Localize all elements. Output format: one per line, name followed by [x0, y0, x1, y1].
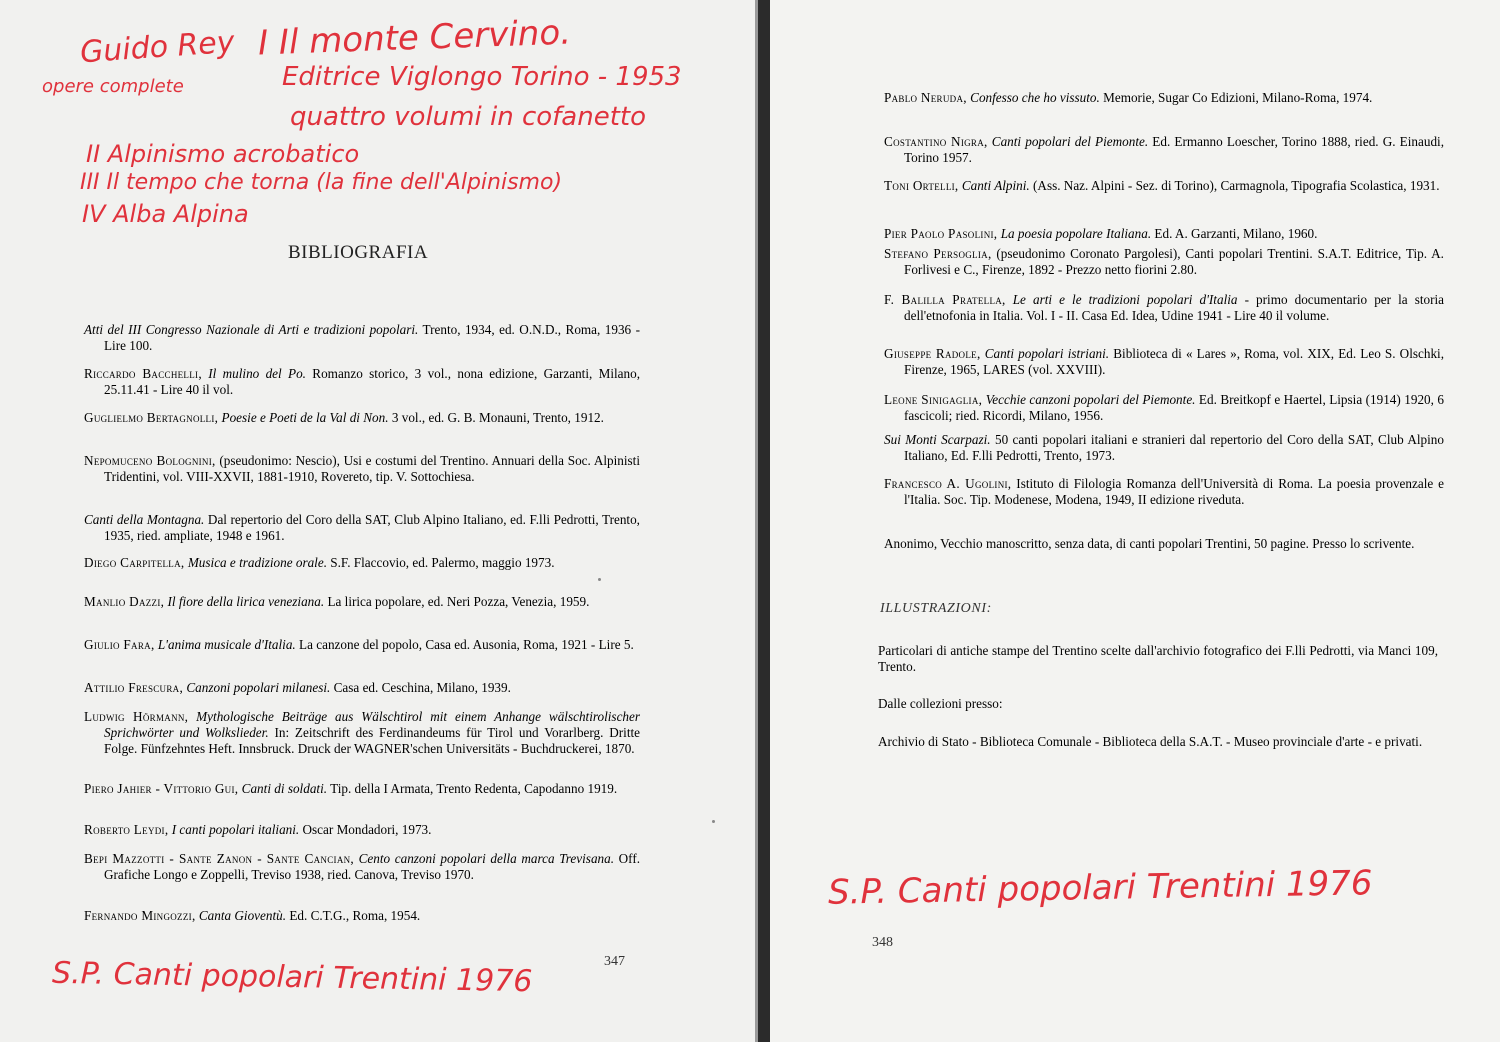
bibliography-entry	[884, 90, 1444, 106]
entry-author: F. Balilla Pratella,	[884, 292, 1006, 307]
section-title-illustrations: ILLUSTRAZIONI:	[880, 601, 992, 616]
entry-title: Canti di soldati.	[238, 781, 328, 796]
bibliography-entry	[84, 594, 640, 610]
bibliography-entry	[84, 908, 640, 924]
bibliography-entry	[884, 536, 1444, 552]
bibliography-entry	[84, 366, 640, 398]
entry-title: Vecchie canzoni popolari del Piemonte.	[982, 392, 1196, 407]
entry-author: Diego Carpitella,	[84, 555, 185, 570]
entry-title: Il mulino del Po.	[201, 366, 306, 381]
entry-details: Trento, 1934, ed. O.N.D., Roma, 1936 - Lire 100.	[104, 322, 641, 353]
entry-details: (Ass. Naz. Alpini - Sez. di Torino), Carmagnola, Tipografia Scolastica, 1931.	[1029, 178, 1440, 193]
entry-author: Leone Sinigaglia,	[884, 392, 983, 407]
entry-author: Riccardo Bacchelli,	[84, 366, 202, 381]
entry-details: (pseudonimo Coronato Pargolesi), Canti popolari Trentini. S.A.T. Editrice, Tip. A. Forlivesi e C., Firenze, 1892 - Prezzo netto fiorini 2.80.	[904, 246, 1444, 277]
entry-title: Canti Alpini.	[958, 178, 1030, 193]
bibliography-entry	[84, 410, 640, 426]
entry-details: Biblioteca di « Lares », Roma, vol. XIX, Ed. Leo S. Olschki, Firenze, 1965, LARES (vol. XXVIII).	[904, 346, 1444, 377]
entry-title: Cento canzoni popolari della marca Trevisana.	[354, 851, 615, 866]
entry-details: La canzone del popolo, Casa ed. Ausonia, Roma, 1921 - Lire 5.	[295, 637, 634, 652]
entry-title: La poesia popolare Italiana.	[997, 226, 1152, 241]
illustrations-note-2: Dalle collezioni presso:	[878, 696, 1003, 711]
illustrations-note-3: Archivio di Stato - Biblioteca Comunale - Biblioteca della S.A.T. - Museo provinciale d'arte - e privati.	[878, 734, 1423, 749]
entry-details: Oscar Mondadori, 1973.	[299, 822, 432, 837]
entry-author: Francesco A. Ugolini,	[884, 476, 1012, 491]
entry-title: Le arti e le tradizioni popolari d'Italia	[1005, 292, 1238, 307]
entry-details: Casa ed. Ceschina, Milano, 1939.	[330, 680, 511, 695]
entry-title: Canti popolari del Piemonte.	[987, 134, 1149, 149]
bibliography-entry	[884, 392, 1444, 424]
entry-author: Bepi Mazzotti - Sante Zanon - Sante Cancian,	[84, 851, 355, 866]
entry-author: Attilio Frescura,	[84, 680, 184, 695]
entry-details: 50 canti popolari italiani e stranieri dal repertorio del Coro della SAT, Club Alpino Italiano, Ed. F.lli Pedrotti, Trento, 1973.	[904, 432, 1444, 463]
bibliography-entry	[84, 781, 640, 797]
entry-author: Pier Paolo Pasolini,	[884, 226, 998, 241]
bibliography-entry	[84, 680, 640, 696]
handwritten-note-left-footer: S.P. Canti popolari Trentini 1976	[51, 955, 533, 1000]
handwritten-volume-1: I Il monte Cervino.	[257, 12, 572, 64]
entry-author: Giulio Fara,	[84, 637, 155, 652]
entry-title: Canti della Montagna.	[84, 512, 205, 527]
bibliography-entry	[84, 851, 640, 883]
entry-title: Musica e tradizione orale.	[184, 555, 327, 570]
entry-title: Sui Monti Scarpazi.	[884, 432, 991, 447]
entry-author: Manlio Dazzi,	[84, 594, 165, 609]
bibliography-entry	[84, 453, 640, 485]
entry-details: In: Zeitschrift des Ferdinandeums für Tirol und Vorarlberg. Dritte Folge. Fünfzehntes Heft. Innsbruck. Druck der WAGNER'schen Universitäts - Buchdruckerei, 1870.	[104, 725, 641, 756]
paper-speck	[712, 820, 715, 823]
entry-title: Canti popolari istriani.	[980, 346, 1110, 361]
entry-author: Guglielmo Bertagnolli,	[84, 410, 219, 425]
entry-author: Roberto Leydi,	[84, 822, 169, 837]
bibliography-entry	[84, 512, 640, 544]
handwritten-volume-2: II Alpinismo acrobatico	[86, 140, 360, 168]
handwritten-volume-3: III Il tempo che torna (la fine dell'Alpinismo)	[80, 170, 563, 195]
bibliography-entry	[884, 432, 1444, 464]
entry-details: (pseudonimo: Nescio), Usi e costumi del Trentino. Annuari della Soc. Alpinisti Tridentini, vol. VIII-XXVII, 1881-1910, Rovereto, tip. V. Sottochiesa.	[104, 453, 640, 484]
entry-author: Ludwig Hörmann,	[84, 709, 189, 724]
entry-author: Giuseppe Radole,	[884, 346, 981, 361]
page-gutter	[758, 0, 770, 1042]
page-number-right: 348	[872, 935, 893, 950]
entry-details: Istituto di Filologia Romanza dell'Università di Roma. La poesia provenzale e l'Italia. Soc. Tip. Modenese, Modena, 1949, II edizione riveduta.	[904, 476, 1444, 507]
entry-author: Costantino Nigra,	[884, 134, 988, 149]
bibliography-entry	[884, 292, 1444, 324]
entry-title: L'anima musicale d'Italia.	[154, 637, 296, 652]
entry-details: Dal repertorio del Coro della SAT, Club Alpino Italiano, ed. F.lli Pedrotti, Trento, 1935, ried. ampliate, 1948 e 1961.	[104, 512, 640, 543]
bibliography-entry	[84, 822, 640, 838]
entry-title: Poesie e Poeti de la Val di Non.	[218, 410, 389, 425]
entry-details: Ed. A. Garzanti, Milano, 1960.	[1151, 226, 1318, 241]
entry-title: Mythologische Beiträge aus Wälschtirol mit einem Anhange wälschtirolischer Sprichwörter und Wolkslieder.	[104, 709, 641, 740]
handwritten-note-right-footer: S.P. Canti popolari Trentini 1976	[827, 863, 1373, 913]
entry-author: Nepomuceno Bolognini,	[84, 453, 216, 468]
page-number-left: 347	[604, 954, 625, 969]
entry-title: Il fiore della lirica veneziana.	[164, 594, 325, 609]
entry-details: 3 vol., ed. G. B. Monauni, Trento, 1912.	[388, 410, 604, 425]
entry-details: S.F. Flaccovio, ed. Palermo, maggio 1973.	[327, 555, 555, 570]
entry-details: Anonimo, Vecchio manoscritto, senza data, di canti popolari Trentini, 50 pagine. Presso lo scrivente.	[884, 536, 1415, 551]
entry-title: Canzoni popolari milanesi.	[183, 680, 331, 695]
entry-details: Ed. Ermanno Loescher, Torino 1888, ried. G. Einaudi, Torino 1957.	[904, 134, 1444, 165]
handwritten-opere-complete: opere complete	[42, 76, 184, 97]
entry-author: Stefano Persoglia,	[884, 246, 992, 261]
bibliography-entry	[84, 637, 640, 653]
paper-speck	[598, 578, 601, 581]
entry-details: La lirica popolare, ed. Neri Pozza, Venezia, 1959.	[324, 594, 590, 609]
entry-details: - primo documentario per la storia dell'etnofonia in Italia. Vol. I - II. Casa Ed. Idea, Udine 1941 - Lire 40 il volume.	[904, 292, 1445, 323]
entry-details: Memorie, Sugar Co Edizioni, Milano-Roma, 1974.	[1099, 90, 1373, 105]
entry-author: Piero Jahier - Vittorio Gui,	[84, 781, 239, 796]
bibliography-entry	[84, 709, 640, 757]
entry-author: Toni Ortelli,	[884, 178, 959, 193]
handwritten-four-volumes: quattro volumi in cofanetto	[290, 102, 647, 132]
entry-details: Off. Grafiche Longo e Zoppelli, Treviso 1938, ried. Canova, Treviso 1970.	[104, 851, 641, 882]
bibliography-entry	[884, 178, 1444, 194]
entry-details: Romanzo storico, 3 vol., nona edizione, Garzanti, Milano, 25.11.41 - Lire 40 il vol.	[104, 366, 640, 397]
bibliography-entry	[884, 346, 1444, 378]
entry-author: Pablo Neruda,	[884, 90, 967, 105]
entry-title: Canta Gioventù.	[195, 908, 287, 923]
bibliography-entry	[884, 226, 1444, 242]
entry-title: I canti popolari italiani.	[168, 822, 300, 837]
bibliography-entry	[884, 246, 1444, 278]
bibliography-entry	[84, 322, 640, 354]
entry-title: Confesso che ho vissuto.	[966, 90, 1100, 105]
handwritten-publisher: Editrice Viglongo Torino - 1953	[282, 62, 682, 92]
page-title: BIBLIOGRAFIA	[288, 242, 429, 263]
entry-details: Tip. della I Armata, Trento Redenta, Capodanno 1919.	[327, 781, 618, 796]
entry-title: Atti del III Congresso Nazionale di Arti e tradizioni popolari.	[84, 322, 419, 337]
bibliography-entry	[884, 476, 1444, 508]
entry-details: Ed. C.T.G., Roma, 1954.	[286, 908, 421, 923]
entry-author: Fernando Mingozzi,	[84, 908, 196, 923]
illustrations-note-1: Particolari di antiche stampe del Trentino scelte dall'archivio fotografico dei F.lli Pedrotti, via Manci 109, Trento.	[878, 643, 1438, 674]
handwritten-guido-rey: Guido Rey	[78, 24, 236, 71]
bibliography-entry	[84, 555, 640, 571]
handwritten-volume-4: IV Alba Alpina	[82, 200, 249, 228]
bibliography-entry	[884, 134, 1444, 166]
entry-details: Ed. Breitkopf e Haertel, Lipsia (1914) 1920, 6 fascicoli; ried. Ricordi, Milano, 1956.	[904, 392, 1444, 423]
